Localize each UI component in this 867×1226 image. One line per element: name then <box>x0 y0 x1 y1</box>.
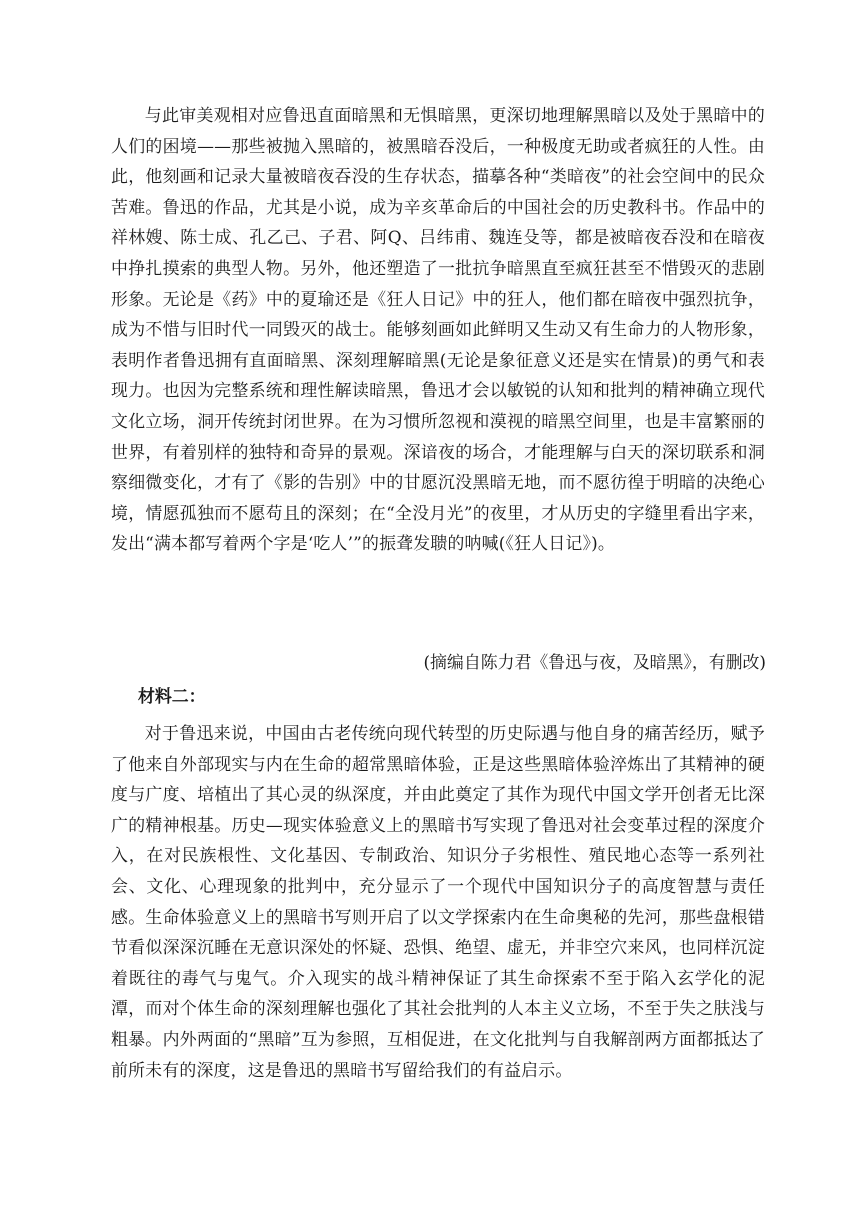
material-one-source: (摘编自陈力君《鲁迅与夜，及暗黑》，有删改) <box>423 652 766 672</box>
material-two-block <box>111 718 765 1085</box>
material-two-heading: 材料二： <box>138 686 206 706</box>
material-one-paragraph: 与此审美观相对应鲁迅直面暗黑和无惧暗黑，更深切地理解黑暗以及处于黑暗中的人们的困境——那些被抛入黑暗的，被黑暗吞没后，一种极度无助或者疯狂的人性。由此，他刻画和记录大量被暗夜吞没的生存状态，描摹各种“类暗夜”的社会空间中的民众苦难。鲁迅的作品，尤其是小说，成为辛亥革命后的中国社会的历史教科书。作品中的祥林嫂、陈士成、孔乙己、子君、阿Q、吕纬甫、魏连殳等，都是被暗夜吞没和在暗夜中挣扎摸索的典型人物。另外，他还塑造了一批抗争暗黑直至疯狂甚至不惜毁灭的悲剧形象。无论是《药》中的夏瑜还是《狂人日记》中的狂人，他们都在暗夜中强烈抗争，成为不惜与旧时代一同毁灭的战士。能够刻画如此鲜明又生动又有生命力的人物形象，表明作者鲁迅拥有直面暗黑、深刻理解暗黑(无论是象征意义还是实在情景)的勇气和表现力。也因为完整系统和理性解读暗黑，鲁迅才会以敏锐的认知和批判的精神确立现代文化立场，洞开传统封闭世界。在为习惯所忽视和漠视的暗黑空间里，也是丰富繁丽的世界，有着别样的独特和奇异的景观。深谙夜的场合，才能理解与白天的深切联系和洞察细微变化，才有了《影的告别》中的甘愿沉没黑暗无地，而不愿彷徨于明暗的决绝心境，情愿孤独而不愿苟且的深刻；在“全没月光”的夜里，才从历史的字缝里看出字来，发出“满本都写着两个字是‘吃人’”的振聋发聩的呐喊(《狂人日记》)。 <box>111 105 765 554</box>
material-two-paragraph: 对于鲁迅来说，中国由古老传统向现代转型的历史际遇与他自身的痛苦经历，赋予了他来自外部现实与内在生命的超常黑暗体验，正是这些黑暗体验淬炼出了其精神的硬度与广度、培植出了其心灵的纵深度，并由此奠定了其作为现代中国文学开创者无比深广的精神根基。历史—现实体验意义上的黑暗书写实现了鲁迅对社会变革过程的深度介入，在对民族根性、文化基因、专制政治、知识分子劣根性、殖民地心态等一系列社会、文化、心理现象的批判中，充分显示了一个现代中国知识分子的高度智慧与责任感。生命体验意义上的黑暗书写则开启了以文学探索内在生命奥秘的先河，那些盘根错节看似深深沉睡在无意识深处的怀疑、恐惧、绝望、虚无，并非空穴来风，也同样沉淀着既往的毒气与鬼气。介入现实的战斗精神保证了其生命探索不至于陷入玄学化的泥潭，而对个体生命的深刻理解也强化了其社会批判的人本主义立场，不至于失之肤浅与粗暴。内外两面的“黑暗”互为参照，互相促进，在文化批判与自我解剖两方面都抵达了前所未有的深度，这是鲁迅的黑暗书写留给我们的有益启示。 <box>111 723 765 1080</box>
material-one-block <box>111 100 765 559</box>
